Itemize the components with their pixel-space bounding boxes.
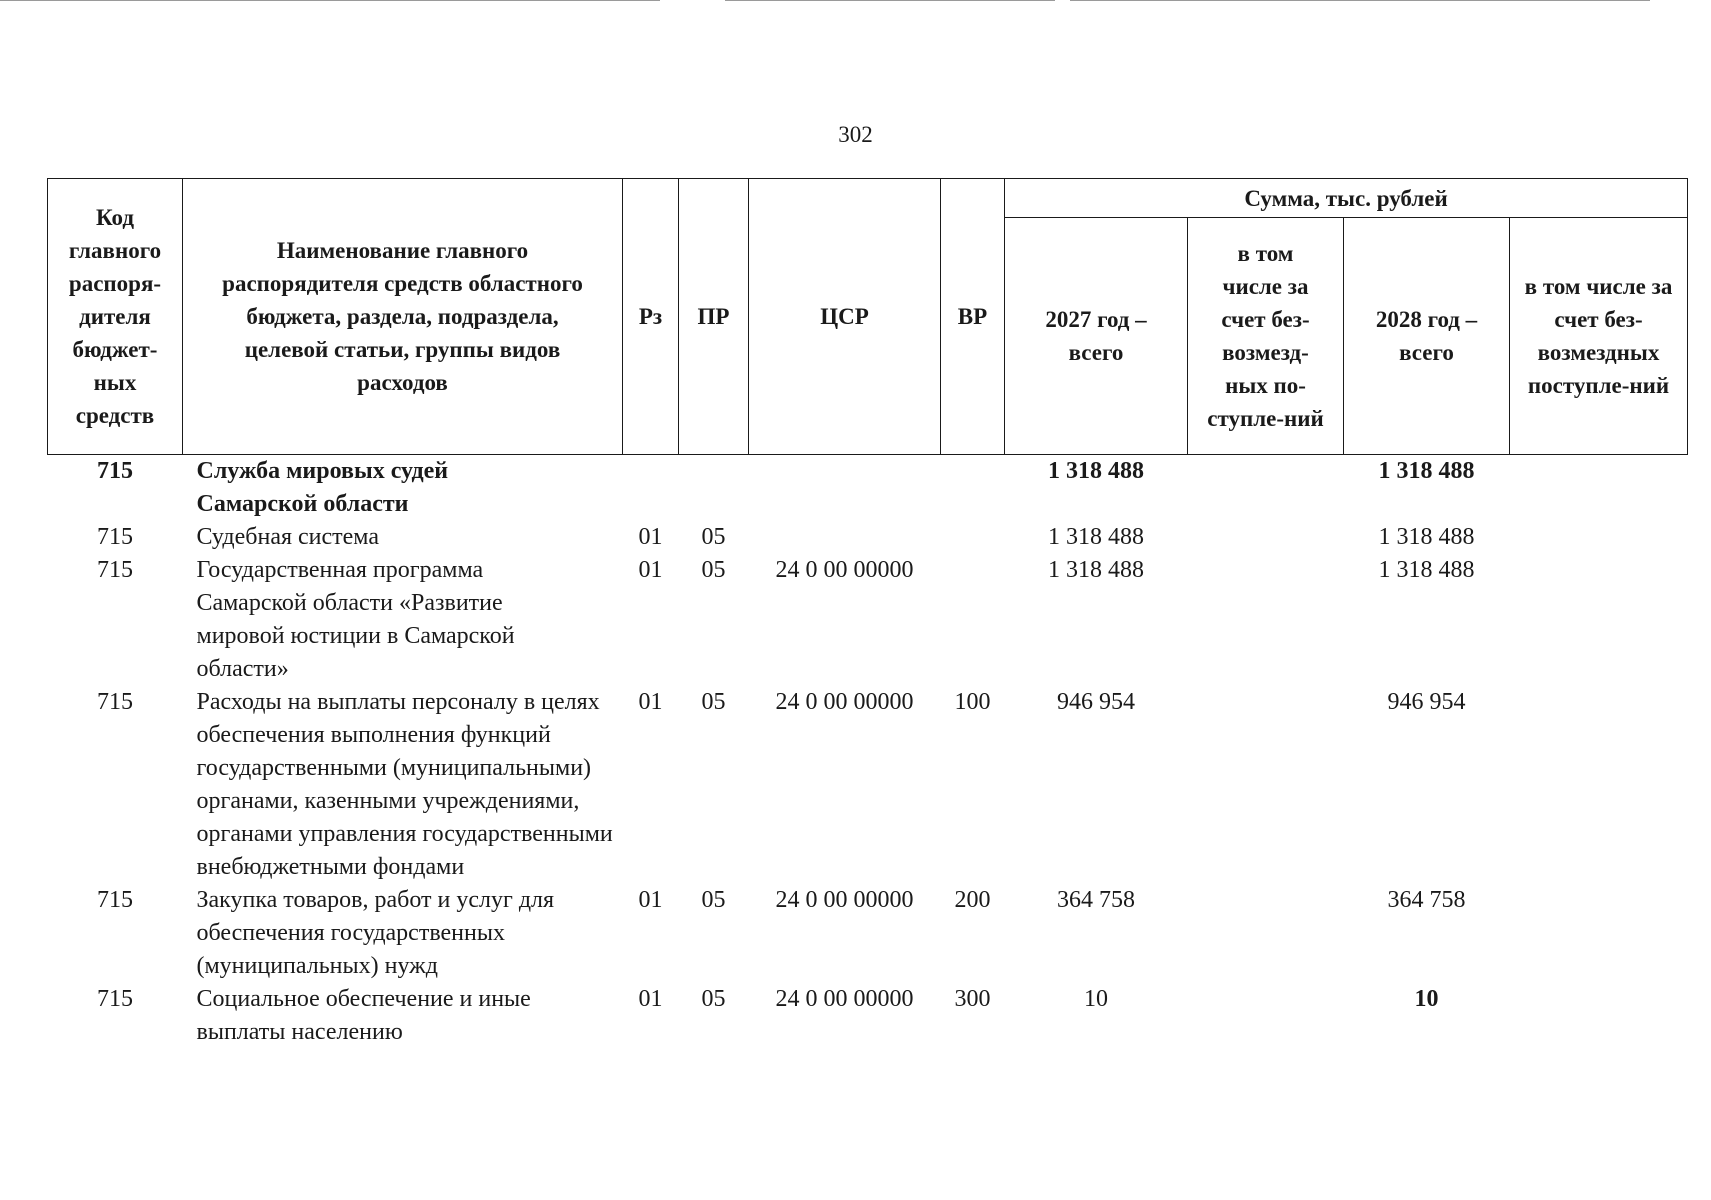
cell-vr bbox=[941, 455, 1005, 522]
cell-name: Судебная система bbox=[196, 524, 379, 550]
table-body bbox=[48, 455, 1688, 1050]
cell-total-2028: 364 758 bbox=[1387, 887, 1466, 913]
header-rz: Рз bbox=[623, 179, 679, 455]
cell-name: Служба мировых судей Самарской области bbox=[196, 458, 449, 517]
table-row bbox=[48, 554, 1688, 686]
cell-csr: 24 0 00 00000 bbox=[775, 986, 914, 1012]
cell-vr: 100 bbox=[954, 689, 991, 715]
cell-total-2027: 946 954 bbox=[1057, 689, 1135, 715]
cell-grants-2027 bbox=[1188, 983, 1344, 1049]
cell-csr: 24 0 00 00000 bbox=[775, 689, 914, 715]
cell-csr: 24 0 00 00000 bbox=[775, 887, 914, 913]
cell-total-2028: 1 318 488 bbox=[1378, 524, 1475, 550]
cell-grants-2028 bbox=[1510, 521, 1688, 554]
page-number: 302 bbox=[838, 122, 873, 147]
cell-rz: 01 bbox=[638, 557, 663, 583]
scan-edge-line bbox=[1070, 0, 1650, 1]
cell-total-2028: 10 bbox=[1414, 986, 1439, 1012]
cell-total-2028: 1 318 488 bbox=[1378, 557, 1475, 583]
cell-pr: 05 bbox=[701, 986, 726, 1012]
header-grants-2027: в том числе за счет без-возмезд-ных по-ступле-ний bbox=[1188, 218, 1344, 455]
cell-grants-2028 bbox=[1510, 686, 1688, 884]
cell-code: 715 bbox=[97, 887, 133, 913]
table-row bbox=[48, 884, 1688, 983]
cell-total-2027: 364 758 bbox=[1057, 887, 1135, 913]
cell-csr bbox=[749, 521, 941, 554]
cell-pr: 05 bbox=[701, 524, 726, 550]
table-row bbox=[48, 521, 1688, 554]
cell-total-2028: 946 954 bbox=[1387, 689, 1466, 715]
cell-grants-2028 bbox=[1510, 554, 1688, 686]
header-sum-group: Сумма, тыс. рублей bbox=[1005, 179, 1688, 218]
cell-vr: 300 bbox=[954, 986, 991, 1012]
cell-csr bbox=[749, 455, 941, 522]
budget-table bbox=[47, 178, 1688, 1049]
cell-grants-2027 bbox=[1188, 554, 1344, 686]
cell-rz: 01 bbox=[638, 524, 663, 550]
cell-total-2027: 1 318 488 bbox=[1048, 524, 1144, 550]
table-row bbox=[48, 983, 1688, 1049]
cell-total-2027: 1 318 488 bbox=[1048, 557, 1144, 583]
cell-total-2027: 10 bbox=[1084, 986, 1108, 1012]
cell-vr bbox=[941, 521, 1005, 554]
cell-grants-2028 bbox=[1510, 884, 1688, 983]
table-header bbox=[48, 179, 1688, 455]
header-code: Код главного распоря-дителя бюджет-ных средств bbox=[48, 179, 183, 455]
header-name: Наименование главного распорядителя средств областного бюджета, раздела, подраздела, целевой статьи, группы видов расходов bbox=[183, 179, 623, 455]
cell-grants-2027 bbox=[1188, 521, 1344, 554]
header-csr: ЦСР bbox=[749, 179, 941, 455]
cell-grants-2028 bbox=[1510, 455, 1688, 522]
cell-grants-2027 bbox=[1188, 686, 1344, 884]
cell-pr bbox=[679, 455, 749, 522]
header-vr: ВР bbox=[941, 179, 1005, 455]
cell-pr: 05 bbox=[701, 557, 726, 583]
cell-pr: 05 bbox=[701, 887, 726, 913]
cell-total-2028: 1 318 488 bbox=[1378, 458, 1475, 484]
cell-name: Расходы на выплаты персоналу в целях обеспечения выполнения функций государственными (муниципальными) органами, казенными учреждениями, органами управления государственными внебюджетными фондами bbox=[196, 689, 613, 880]
cell-grants-2027 bbox=[1188, 455, 1344, 522]
header-grants-2028: в том числе за счет без-возмездных поступле-ний bbox=[1510, 218, 1688, 455]
cell-rz: 01 bbox=[638, 887, 663, 913]
cell-total-2027: 1 318 488 bbox=[1048, 458, 1144, 484]
cell-pr: 05 bbox=[701, 689, 726, 715]
cell-rz: 01 bbox=[638, 986, 663, 1012]
header-total-2027: 2027 год – всего bbox=[1005, 218, 1188, 455]
cell-vr bbox=[941, 554, 1005, 686]
cell-csr: 24 0 00 00000 bbox=[775, 557, 914, 583]
cell-vr: 200 bbox=[954, 887, 991, 913]
cell-grants-2027 bbox=[1188, 884, 1344, 983]
header-pr: ПР bbox=[679, 179, 749, 455]
cell-name: Социальное обеспечение и иные выплаты населению bbox=[196, 986, 531, 1045]
cell-name: Государственная программа Самарской области «Развитие мировой юстиции в Самарской области» bbox=[196, 557, 515, 682]
scan-edge-line bbox=[0, 0, 660, 1]
table-row bbox=[48, 455, 1688, 522]
cell-code: 715 bbox=[97, 458, 133, 484]
cell-code: 715 bbox=[97, 689, 133, 715]
table-row bbox=[48, 686, 1688, 884]
cell-rz: 01 bbox=[638, 689, 663, 715]
cell-rz bbox=[623, 455, 679, 522]
cell-grants-2028 bbox=[1510, 983, 1688, 1049]
cell-code: 715 bbox=[97, 557, 133, 583]
cell-code: 715 bbox=[97, 986, 133, 1012]
header-total-2028: 2028 год – всего bbox=[1344, 218, 1510, 455]
cell-code: 715 bbox=[97, 524, 133, 550]
scan-edge-line bbox=[725, 0, 1055, 1]
cell-name: Закупка товаров, работ и услуг для обеспечения государственных (муниципальных) нужд bbox=[196, 887, 555, 979]
